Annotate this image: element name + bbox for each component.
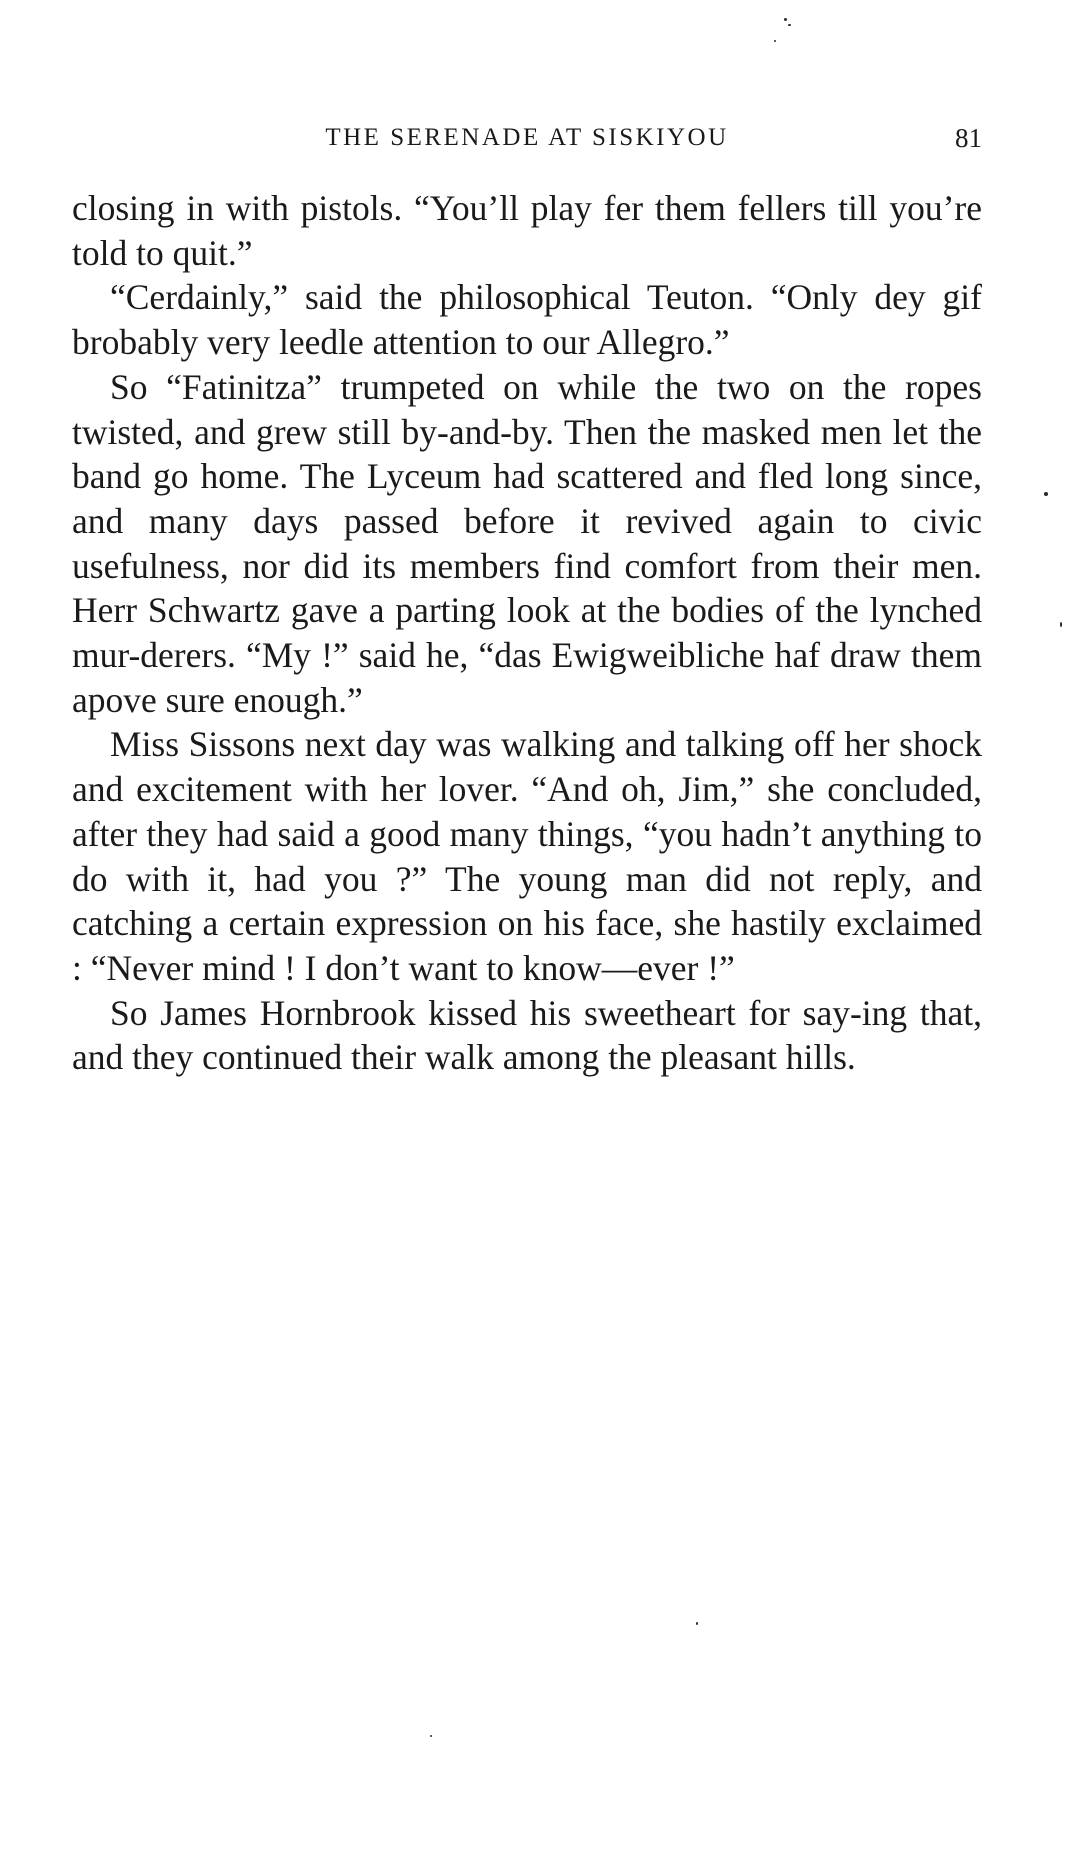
print-speck (784, 18, 787, 21)
paragraph: So James Hornbrook kissed his sweetheart for say-ing that, and they continued their walk among the pleasant hills. (72, 992, 982, 1078)
print-speck (430, 1735, 432, 1737)
paragraph: “Cerdainly,” said the philosophical Teuton. “Only dey gif brobably very leedle attention to our Allegro.” (72, 277, 982, 363)
page-number: 81 (955, 123, 982, 153)
paragraph: So “Fatinitza” trumpeted on while the two on the ropes twisted, and grew still by-and-by. Then the masked men let the band go home. The Lyceum had scattered and fled long since, and many days passed before it revived again to civic usefulness, nor did its members find comfort from their men. Herr Schwartz gave a parting look at the bodies of the lynched mur-derers. “My !” said he, “das Ewigweibliche haf draw them apove sure enough.” (72, 366, 982, 720)
paragraph: Miss Sissons next day was walking and talking off her shock and excitement with her lover. “And oh, Jim,” she concluded, after they had said a good many things, “you hadn’t anything to do with it, had you ?” The young man did not reply, and catching a certain expression on his face, she hastily exclaimed : “Never mind ! I don’t want to know—ever !” (72, 724, 982, 988)
paragraph-continuation: closing in with pistols. “You’ll play fer them fellers till you’re told to quit.” (72, 188, 982, 273)
print-speck (696, 1622, 698, 1625)
print-speck (788, 24, 791, 26)
running-header (72, 118, 982, 158)
body-text (72, 186, 982, 1080)
print-speck (1060, 622, 1062, 627)
running-title: THE SERENADE AT SISKIYOU (325, 124, 729, 151)
print-speck (774, 40, 776, 42)
print-speck (1044, 492, 1048, 496)
